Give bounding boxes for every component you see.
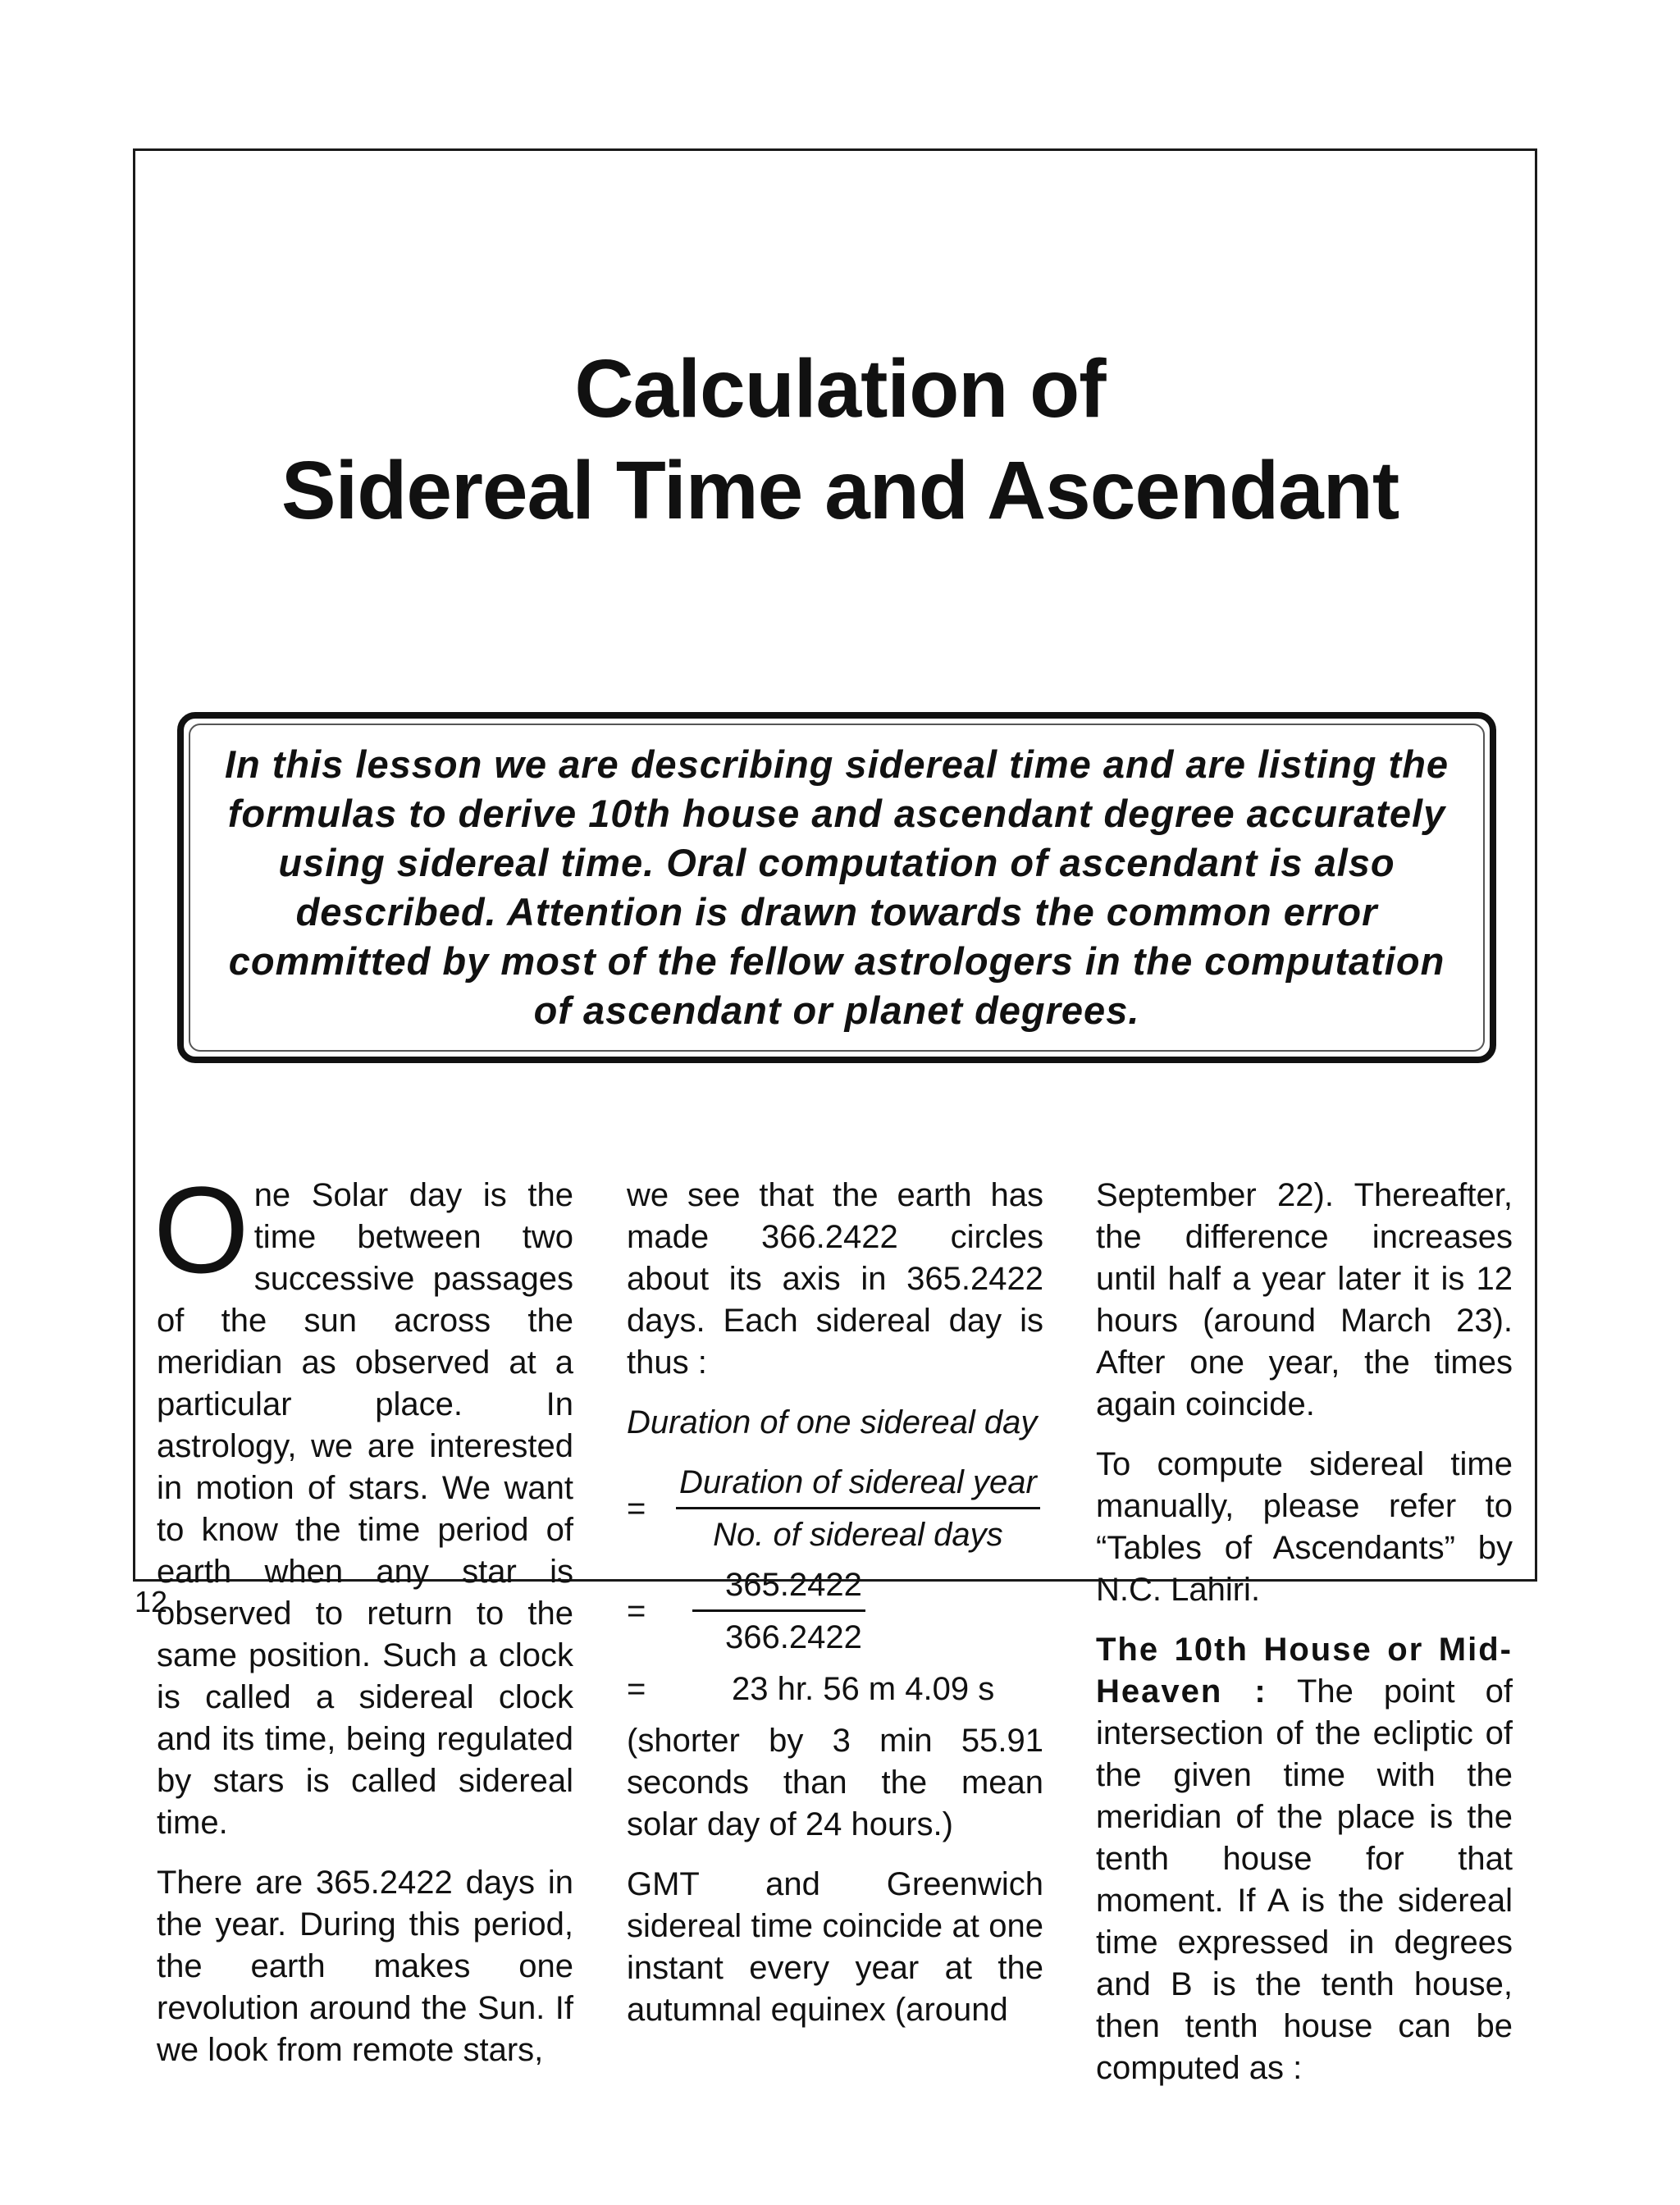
formula-row-2 (627, 1564, 1043, 1659)
fraction-numerator: Duration of sidereal year (676, 1462, 1040, 1509)
fraction-denominator: 366.2422 (725, 1619, 862, 1655)
column-2 (627, 1175, 1043, 2049)
column-1 (153, 1161, 573, 2089)
abstract-box (177, 712, 1496, 1063)
column-3-paragraph-3 (1096, 1629, 1513, 2089)
column-3-paragraph-2: To compute sidereal time manually, please refer to “Tables of Ascendants” by N.C. Lahiri. (1096, 1446, 1513, 1608)
column-2-paragraph-1: we see that the earth has made 366.2422 circles about its axis in 365.2422 days. Each sidereal day is thus : (627, 1177, 1043, 1381)
column-3-paragraph-1: September 22). Thereafter, the difference increases until half a year later it is 12 hours (around March 23). After one year, the times again coincide. (1096, 1177, 1513, 1422)
equals-sign: = (627, 1491, 646, 1527)
column-3-paragraph-3-text: The point of intersection of the ecliptic of the given time with the meridian of the place is the tenth house for that moment. If A is the sidereal time expressed in degrees and B is the tenth house, then tenth house can be computed as : (1096, 1673, 1513, 2086)
formula-row-1 (627, 1462, 1043, 1556)
title-line-2: Sidereal Time and Ascendant (281, 445, 1399, 536)
column-1-paragraph-1-text: ne Solar day is the time between two successive passages of the sun across the meridian as observed at a particular place. In astrology, we are interested in motion of stars. We want to know the time period of earth when any star is observed to return to the same position. Such a clock is called a sidereal clock and its time, being regulated by stars is called sidereal time. (157, 1177, 573, 1841)
fraction-numerator: 365.2422 (692, 1564, 865, 1612)
equals-sign: = (627, 1671, 646, 1707)
abstract-text: In this lesson we are describing sidereal time and are listing the formulas to derive 10th house and ascendant degree accurately using sidereal time. Oral computation of ascendant is also described. Attention is drawn towards the common error committed by most of the fellow astrologers in the computation of ascendant or planet degrees. (224, 742, 1449, 1032)
formula-result: 23 hr. 56 m 4.09 s (732, 1671, 995, 1707)
column-1-paragraph-1 (153, 1161, 573, 1844)
formula-label: Duration of one sidereal day (627, 1404, 1038, 1440)
page-title (0, 338, 1680, 541)
column-2-paragraph-2: (shorter by 3 min 55.91 seconds than the mean solar day of 24 hours.) (627, 1723, 1043, 1842)
drop-cap: O (153, 1161, 249, 1299)
section-heading: The 10th House or Mid-Heaven : (1096, 1632, 1513, 1710)
fraction-values (692, 1564, 865, 1659)
formula-row-3 (627, 1669, 1043, 1710)
title-line-1: Calculation of (574, 343, 1106, 435)
column-2-paragraph-3: GMT and Greenwich sidereal time coincide at one instant every year at the autumnal equinex (around (627, 1866, 1043, 2028)
fraction-definition (676, 1462, 1040, 1556)
column-3 (1096, 1175, 1513, 2107)
page-number: 12 (135, 1585, 168, 1618)
column-1-paragraph-2: There are 365.2422 days in the year. During this period, the earth makes one revolution around the Sun. If we look from remote stars, (157, 1865, 573, 2068)
equals-sign: = (627, 1593, 646, 1629)
abstract-inner-border (189, 724, 1485, 1052)
fraction-denominator: No. of sidereal days (713, 1517, 1003, 1553)
